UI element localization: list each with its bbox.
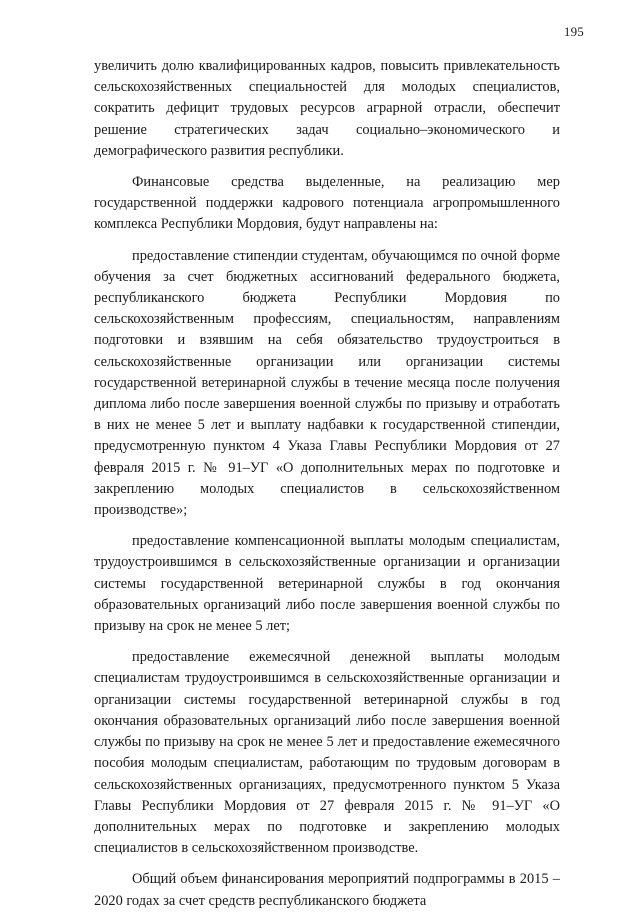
page-number: 195 bbox=[563, 24, 584, 39]
paragraph-1: увеличить долю квалифицированных кадров, повысить привлекательность сельскохозяйственных специальностей для молодых специалистов, сократить дефицит трудовых ресурсов аграрной отрасли, обеспечит решение стратегических задач социально–экономического и демографического развития республики. bbox=[94, 58, 560, 159]
paragraph-2: Финансовые средства выделенные, на реализацию мер государственной поддержки кадрового потенциала агропромышленного комплекса Республики Мордовия, будут направлены на: bbox=[94, 174, 560, 233]
paragraph-6: Общий объем финансирования мероприятий подпрограммы в 2015 – 2020 годах за счет средств республиканского бюджета bbox=[94, 871, 560, 909]
paragraph-4: предоставление компенсационной выплаты молодым специалистам, трудоустроившимся в сельскохозяйственные организации и организации системы государственной ветеринарной службы в год окончания образовательных организаций либо после завершения военной службы по призыву на срок не менее 5 лет; bbox=[94, 533, 560, 635]
paragraph-5: предоставление ежемесячной денежной выплаты молодым специалистам трудоустроившимся в сельскохозяйственные организации и организации системы государственной ветеринарной службы в год окончания образовательных организаций либо после завершения военной службы по призыву на срок не менее 5 лет и предоставление ежемесячного пособия молодым специалистам, работающим по трудовым договорам в сельскохозяйственных организациях, предусмотренного пунктом 5 Указа Главы Республики Мордовия от 27 февраля 2015 г. № 91–УГ «О дополнительных мерах по подготовке и закреплению молодых специалистов в сельскохозяйственном производстве. bbox=[94, 649, 560, 857]
document-body bbox=[94, 56, 560, 912]
paragraph-3: предоставление стипендии студентам, обучающимся по очной форме обучения за счет бюджетных ассигнований федерального бюджета, республиканского бюджета Республики Мордовия по сельскохозяйственным профессиям, специальностям, направлениям подготовки и взявшим на себя обязательство трудоустроиться в сельскохозяйственные организации или организации системы государственной ветеринарной службы в течение месяца после получения диплома либо после завершения военной службы по призыву и отработать в них не менее 5 лет и выплату надбавки к государственной стипендии, предусмотренную пунктом 4 Указа Главы Республики Мордовия от 27 февраля 2015 г. № 91–УГ «О дополнительных мерах по подготовке и закреплению молодых специалистов в сельскохозяйственном производстве»; bbox=[94, 247, 560, 519]
